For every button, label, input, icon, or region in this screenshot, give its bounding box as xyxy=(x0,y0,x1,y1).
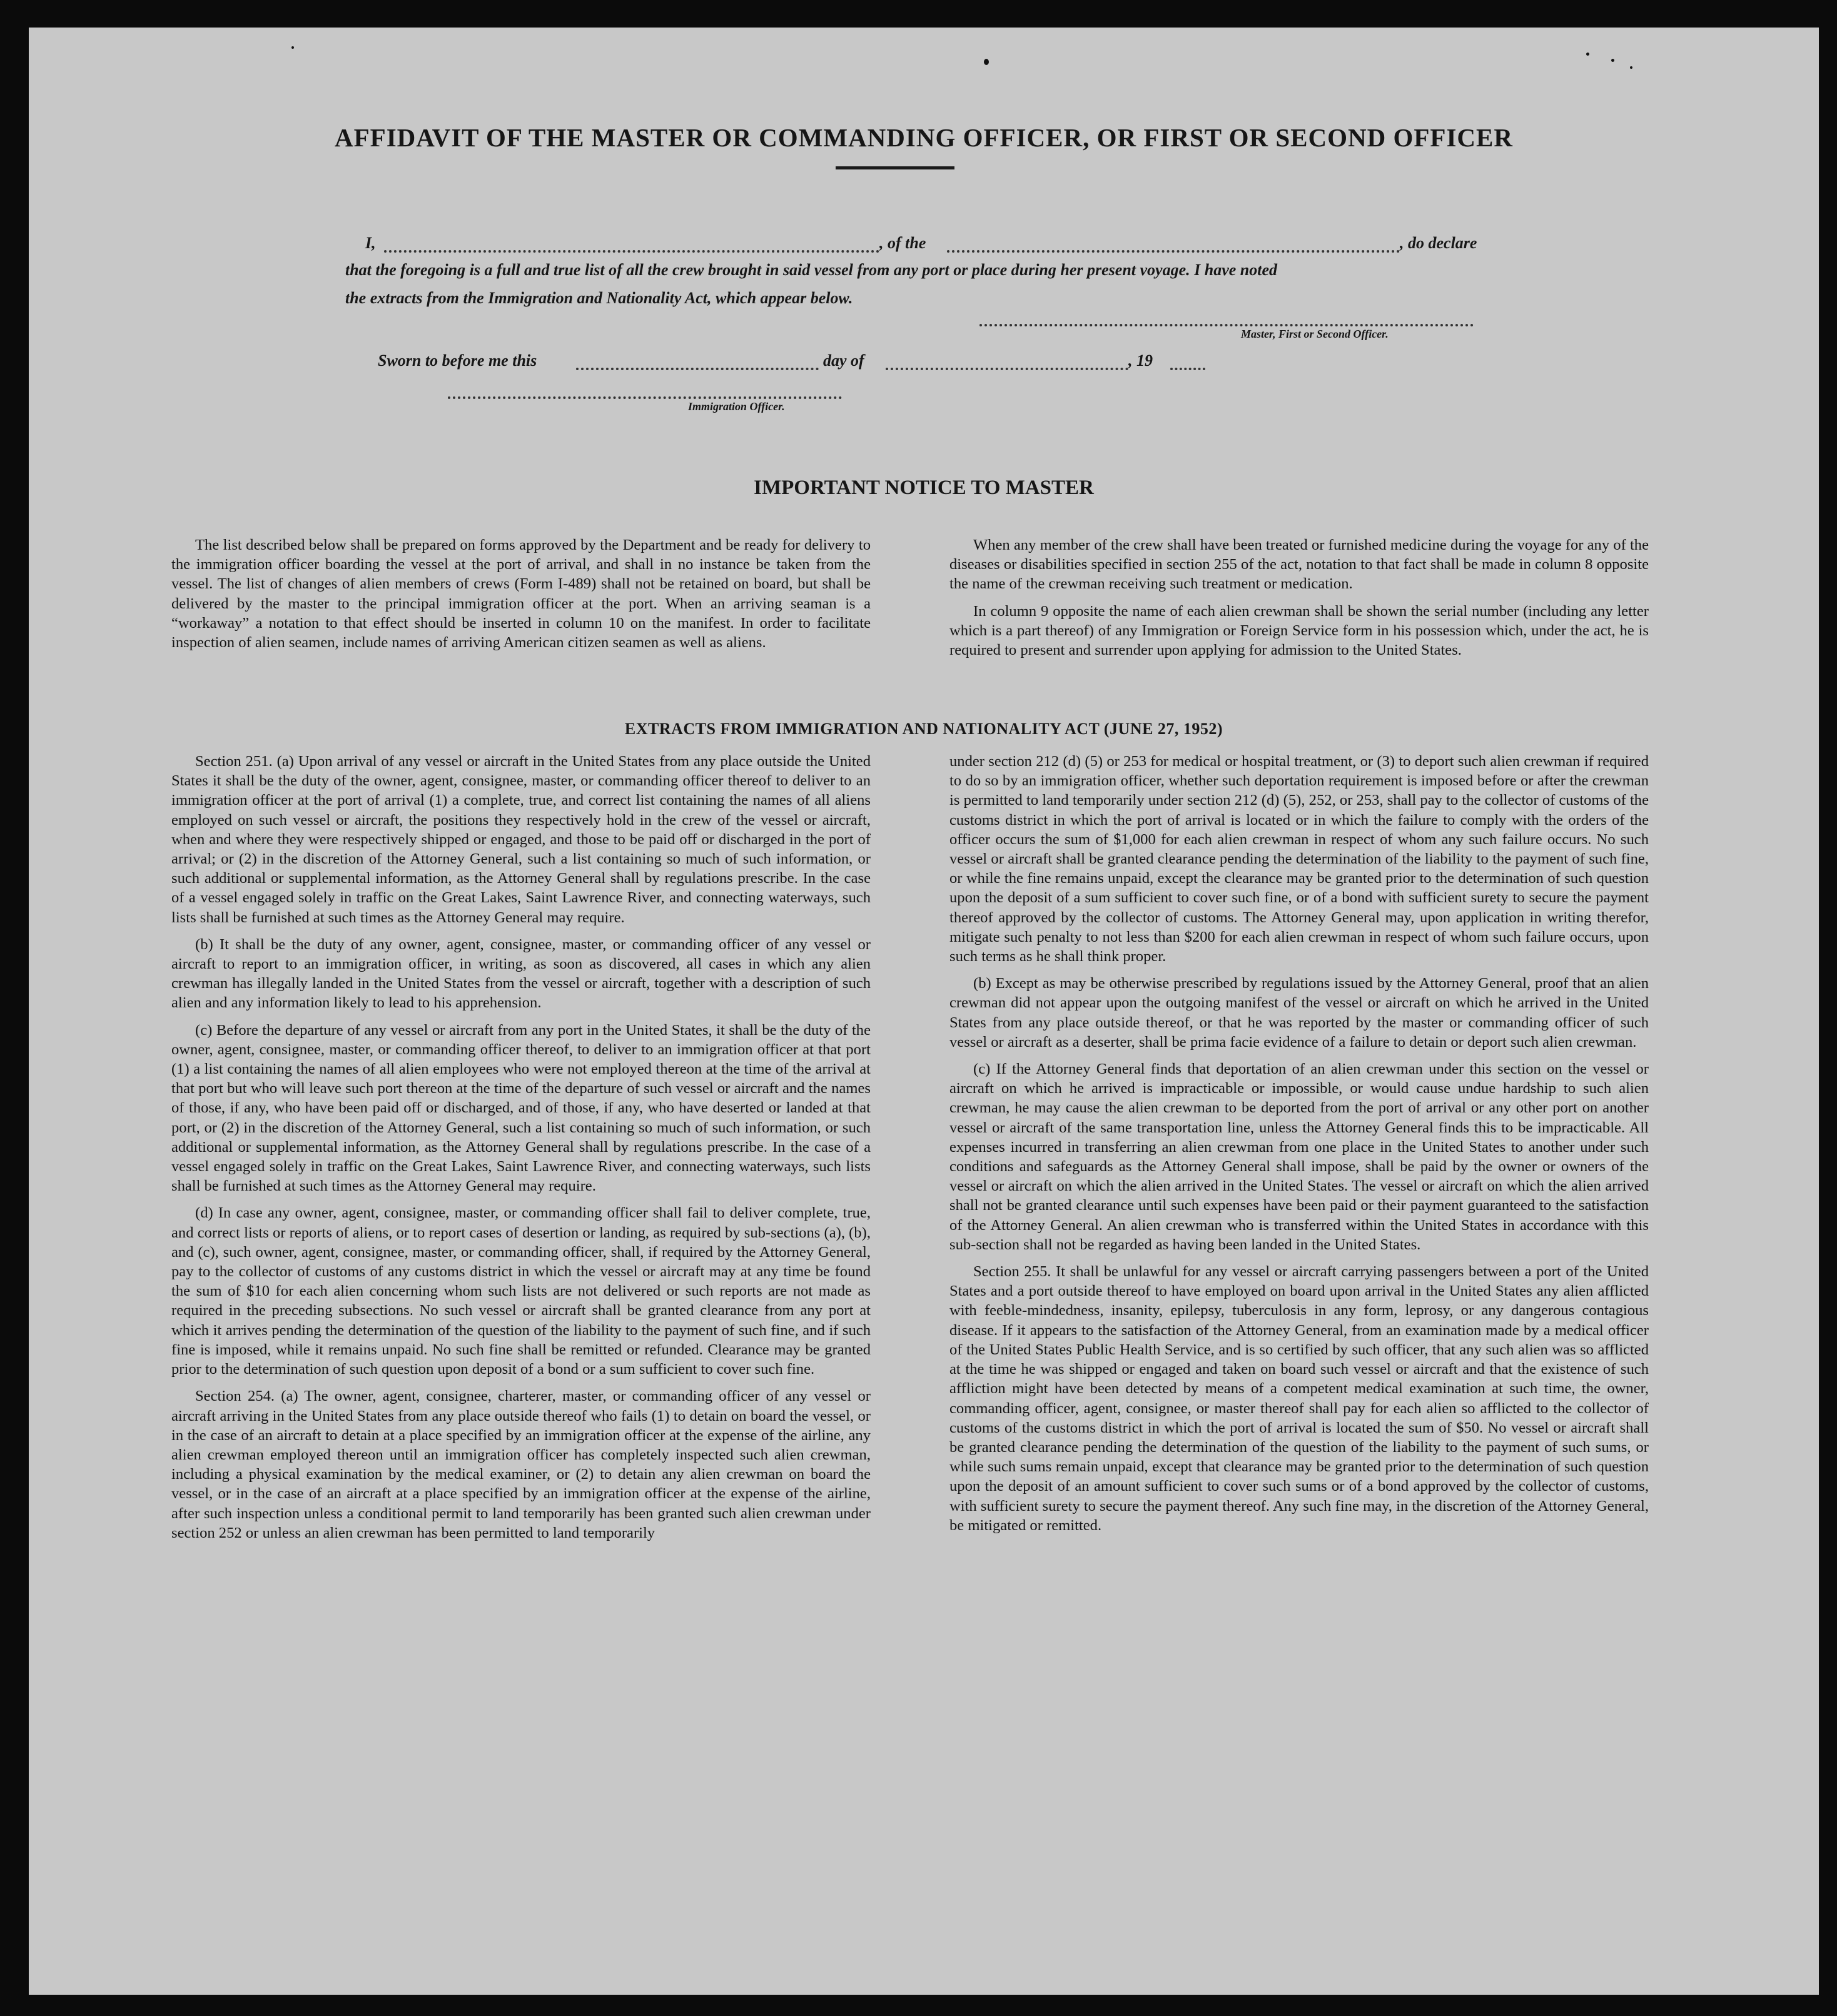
year-label: , 19 xyxy=(1128,351,1153,370)
sworn-label: Sworn to before me this xyxy=(378,351,537,370)
vessel-blank xyxy=(947,250,1400,253)
section-254-c: (c) If the Attorney General finds that deportation of an alien crewman under this section on the vessel or aircraft on which he arrived is impracticable or impossible, or would cause undue hardship to such alien crewman, he may cause the alien crewman to be deported from the port of arrival or any other port on another vessel or aircraft of the same transportation line, unless the Attorney General finds this to be impracticable. All expenses incurred in transferring an alien crewman from one place in the United States to another under such conditions and safeguards as the Attorney General shall impose, shall be paid by the owner or owners of the vessel or aircraft on which the alien arrived in the United States. The vessel or aircraft on which the alien arrived shall not be granted clearance until such expenses have been paid or their payment guaranteed to the satisfaction of the Attorney General. An alien crewman who is transferred within the United States in accordance with this sub-section shall not be regarded as having been landed in the United States. xyxy=(949,1061,1649,1253)
notice-left-column xyxy=(171,535,871,652)
notice-right-column xyxy=(949,535,1649,660)
section-254-a: Section 254. (a) The owner, agent, consignee, charterer, master, or commanding officer of any vessel or aircraft arriving in the United States from any place outside thereof who fails (1) to detain on board the vessel, or in the case of an aircraft to detain at a place specified by an immigration officer at the expense of the airline, any alien crewman employed thereon until an immigration officer has completely inspected such alien crewman, including a physical examination by the medical examiner, or (2) to detain any alien crewman on board the vessel, or in the case of an aircraft at a place specified by an immigration officer at the expense of the airline, after such inspection unless a conditional permit to land temporarily has been granted such alien crewman under section 252 or unless an alien crewman has been permitted to land temporarily xyxy=(171,1388,871,1541)
title-rule xyxy=(836,166,954,169)
day-of-label: day of xyxy=(823,351,864,370)
affidavit-title: AFFIDAVIT OF THE MASTER OR COMMANDING OFFICER, OR FIRST OR SECOND OFFICER xyxy=(335,123,1513,152)
officer-signature-label: Immigration Officer. xyxy=(688,400,785,413)
scan-speck xyxy=(984,59,989,65)
sworn-day-blank xyxy=(576,368,819,370)
scan-speck xyxy=(1630,66,1632,69)
officer-signature-blank xyxy=(448,396,842,399)
section-251-a: Section 251. (a) Upon arrival of any vessel or aircraft in the United States from any place outside the United States it shall be the duty of the owner, agent, consignee, master, or commanding officer thereof to deliver to an immigration officer at the port of arrival (1) a complete, true, and correct list containing the names of all aliens employed on such vessel or aircraft, the positions they respectively hold in the crew of the vessel or aircraft, when and where they were respectively shipped or engaged, and those to be paid off or discharged in the port of arrival; or (2) in the discretion of the Attorney General, such a list containing so much of such information, or such additional or supplemental information, as the Attorney General shall by regulations prescribe. In the case of a vessel engaged solely in traffic on the Great Lakes, Saint Lawrence River, and connecting waterways, such lists shall be furnished at such times as the Attorney General may require. xyxy=(171,753,871,926)
section-254-b: (b) Except as may be otherwise prescribed by regulations issued by the Attorney General, proof that an alien crewman did not appear upon the outgoing manifest of the vessel or aircraft on which he arrived in the United States from any place outside thereof, or that he was reported by the master or commanding officer of such vessel or aircraft as a deserter, shall be prima facie evidence of a failure to detain or deport such alien crewman. xyxy=(949,975,1649,1051)
master-signature-label: Master, First or Second Officer. xyxy=(1241,328,1389,340)
section-254-a-continued: under section 212 (d) (5) or 253 for medical or hospital treatment, or (3) to deport such alien crewman if required to do so by an immigration officer, whether such deportation requirement is imposed before or after the crewman is permitted to land temporarily under section 212 (d) (5), 252, or 253, shall pay to the collector of customs of the customs district in which the port of arrival is located or in which the failure to comply with the orders of the officer occurs the sum of $1,000 for each alien crewman in respect of whom any such failure occurs. No such vessel or aircraft shall be granted clearance pending the determination of the liability to the payment of such fine, or while the fine remains unpaid, except the clearance may be granted prior to the determination of such question upon the deposit of a sum sufficient to cover such fine, or of a bond with sufficient surety to secure the payment thereof approved by the collector of customs. The Attorney General may, upon application in writing therefor, mitigate such penalty to not less than $200 for each alien crewman in respect of whom such failure occurs, upon such terms as he shall think proper. xyxy=(949,753,1649,965)
notice-left-paragraph: The list described below shall be prepared on forms approved by the Department and be ready for delivery to the immigration officer boarding the vessel at the port of arrival, and shall in no instance be taken from the vessel. The list of changes of alien members of crews (Form I-489) shall not be retained on board, but shall be delivered by the master to the principal immigration officer at the port. When an arriving seaman is a “workaway” a notation to that effect should be inserted in column 10 on the manifest. In order to facilitate inspection of alien seamen, include names of arriving American citizen seamen as well as aliens. xyxy=(171,537,871,652)
notice-title: IMPORTANT NOTICE TO MASTER xyxy=(754,476,1094,499)
section-251-c: (c) Before the departure of any vessel or aircraft from any port in the United States, it shall be the duty of the owner, agent, consignee, master, or commanding officer thereof, to deliver to an immigration officer at that port (1) a list containing the names of all alien employees who were not employed thereon at the time of the arrival at that port but who will leave such port thereon at the time of the departure of such vessel or aircraft and the names of those, if any, who have been paid off or discharged, and of those, if any, who have deserted or landed at that port, or (2) in the discretion of the Attorney General, such a list containing so much of such information, or such additional or supplemental information, as the Attorney General shall by regulations prescribe. In the case of a vessel engaged solely in traffic on the Great Lakes, Saint Lawrence River, and connecting waterways, such lists shall be furnished at such times as the Attorney General may require. xyxy=(171,1021,871,1195)
extracts-title: EXTRACTS FROM IMMIGRATION AND NATIONALITY ACT (JUNE 27, 1952) xyxy=(624,720,1223,738)
name-blank xyxy=(384,250,879,253)
extracts-left-column xyxy=(171,752,871,1543)
extracts-right-column xyxy=(949,752,1649,1535)
declaration-i-label: I, xyxy=(365,234,376,252)
sworn-month-blank xyxy=(886,368,1128,370)
document-page xyxy=(29,28,1819,1995)
section-255: Section 255. It shall be unlawful for any vessel or aircraft carrying passengers between a port of the United States and a port outside thereof to have employed on board upon arrival in the United States any alien afflicted with feeble-mindedness, insanity, epilepsy, tuberculosis in any form, leprosy, or any dangerous contagious disease. If it appears to the satisfaction of the Attorney General, from an examination made by a medical officer of the United States Public Health Service, and is so certified by such officer, that any such alien was so afflicted at the time he was shipped or engaged and taken on board such vessel or aircraft and that the existence of such affliction might have been detected by means of a competent medical examination at such time, the owner, commanding officer, agent, consignee, or master thereof shall pay for each alien so afflicted to the collector of customs of the customs district in which the port of arrival is located the sum of $50. No vessel or aircraft shall be granted clearance pending the determination of the question of the liability to the payment of such sums, or while such sums remain unpaid, except that clearance may be granted prior to the determination of such question upon the deposit of an amount sufficient to cover such sums or of a bond approved by the collector of customs, with sufficient surety to secure the payment thereof. Any such fine may, in the discretion of the Attorney General, be mitigated or remitted. xyxy=(949,1263,1649,1534)
notice-right-paragraph-2: In column 9 opposite the name of each alien crewman shall be shown the serial number (including any letter which is a part thereof) of any Immigration or Foreign Service form in his possession which, under the act, he is required to present and surrender upon applying for admission to the United States. xyxy=(949,602,1649,659)
declaration-do-declare-label: , do declare xyxy=(1400,234,1477,252)
declaration-line-3: the extracts from the Immigration and Nationality Act, which appear below. xyxy=(345,289,853,307)
master-signature-blank xyxy=(979,324,1474,326)
section-251-b: (b) It shall be the duty of any owner, agent, consignee, master, or commanding officer of any vessel or aircraft to report to an immigration officer, in writing, as soon as discovered, all cases in which any alien crewman has illegally landed in the United States from the vessel or aircraft, together with a description of such alien and any information likely to lead to his apprehension. xyxy=(171,935,871,1012)
section-251-d: (d) In case any owner, agent, consignee, master, or commanding officer shall fail to deliver complete, true, and correct lists or reports of aliens, or to report cases of desertion or landing, as required by sub-sections (a), (b), and (c), such owner, agent, consignee, master, or commanding officer, shall, if required by the Attorney General, pay to the collector of customs of any customs district in which the vessel or aircraft may at any time be found the sum of $10 for each alien concerning whom such lists are not delivered or such reports are not made as required in the preceding subsections. No such vessel or aircraft shall be granted clearance from any port at which it arrives pending the determination of the question of the liability to the payment of such fine, and if such fine is imposed, while it remains unpaid. No such fine shall be remitted or refunded. Clearance may be granted prior to the determination of such question upon deposit of a bond or a sum sufficient to cover such fine. xyxy=(171,1204,871,1378)
scan-speck xyxy=(291,46,294,49)
declaration-line-2: that the foregoing is a full and true list of all the crew brought in said vessel from any port or place during her present voyage. I have noted xyxy=(345,261,1278,279)
declaration-of-the-label: , of the xyxy=(879,234,926,252)
notice-right-paragraph-1: When any member of the crew shall have been treated or furnished medicine during the voyage for any of the diseases or disabilities specified in section 255 of the act, notation to that fact shall be made in column 8 opposite the name of the crewman receiving such treatment or medication. xyxy=(949,537,1649,593)
scan-speck xyxy=(1586,53,1589,56)
year-blank xyxy=(1170,368,1205,370)
scan-speck xyxy=(1611,59,1614,62)
